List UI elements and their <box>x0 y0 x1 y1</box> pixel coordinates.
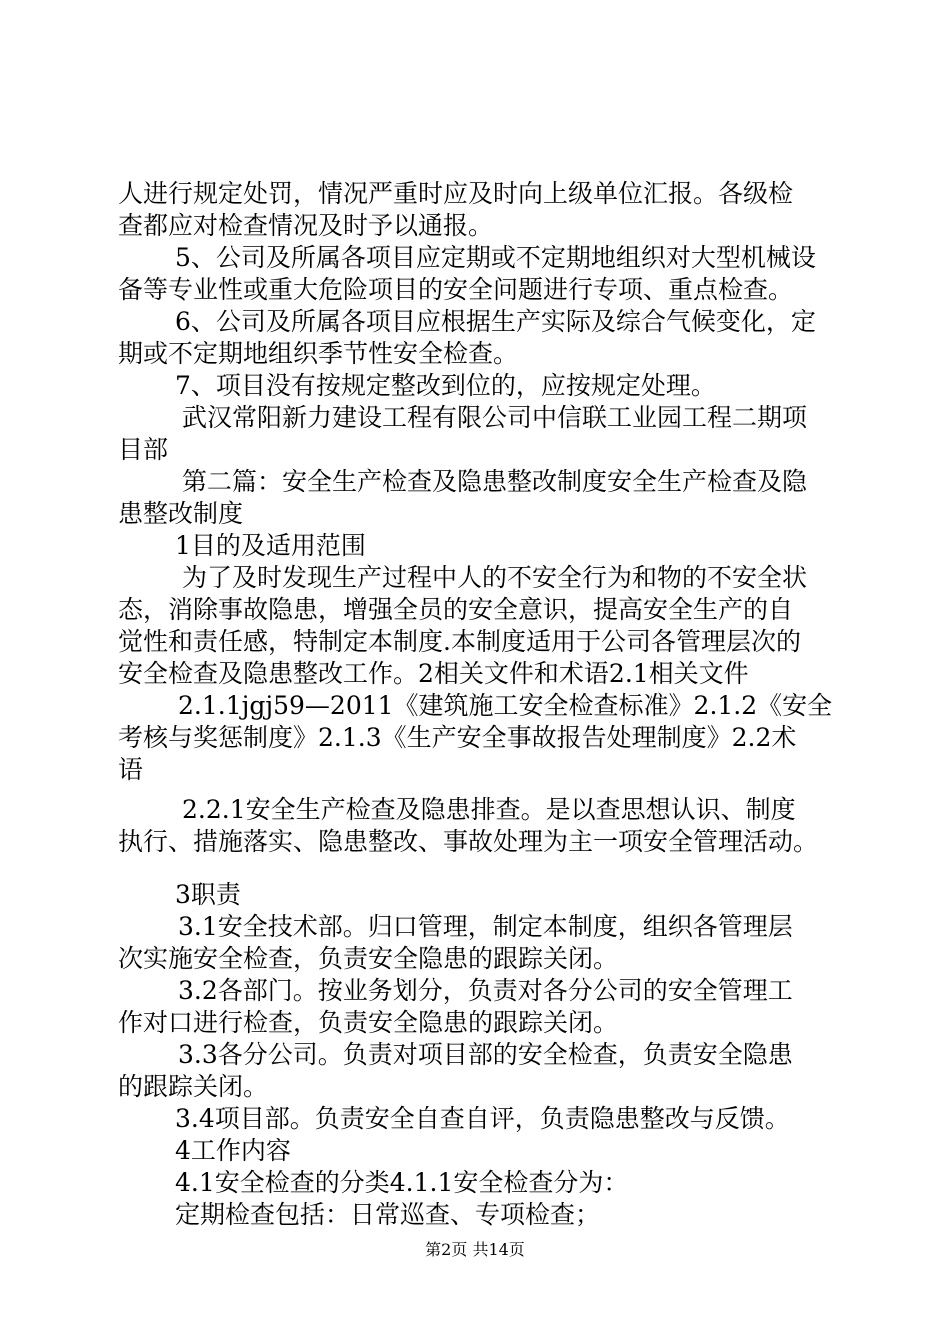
text-line: 的跟踪关闭。 <box>118 1072 269 1101</box>
text-line: 3.2各部门。按业务划分，负责对各分公司的安全管理工 <box>178 976 793 1005</box>
text-line: 查都应对检查情况及时予以通报。 <box>118 211 494 240</box>
subsection-heading: 4工作内容 <box>175 1136 291 1165</box>
text-line: 2.1.1jgj59—2011《建筑施工安全检查标准》2.1.2《安全 <box>178 691 833 720</box>
section-heading: 患整改制度 <box>118 499 244 528</box>
text-line: 3.3各分公司。负责对项目部的安全检查，负责安全隐患 <box>178 1040 793 1069</box>
section-heading: 第二篇：安全生产检查及隐患整改制度安全生产检查及隐 <box>182 467 808 496</box>
subsection-heading: 3职责 <box>175 880 241 909</box>
text-line: 考核与奖惩制度》2.1.3《生产安全事故报告处理制度》2.2术 <box>118 723 797 752</box>
text-line: 4.1安全检查的分类4.1.1安全检查分为： <box>175 1168 629 1197</box>
text-line: 5、公司及所属各项目应定期或不定期地组织对大型机械设 <box>175 243 816 272</box>
text-line: 3.4项目部。负责安全自查自评，负责隐患整改与反馈。 <box>175 1104 790 1133</box>
page-number-footer: 第2页 共14页 <box>425 1240 525 1259</box>
text-line: 3.1安全技术部。归口管理，制定本制度，组织各管理层 <box>178 912 793 941</box>
text-line: 安全检查及隐患整改工作。2相关文件和术语2.1相关文件 <box>118 659 749 688</box>
text-line: 次实施安全检查，负责安全隐患的跟踪关闭。 <box>118 944 619 973</box>
text-line: 期或不定期地组织季节性安全检查。 <box>118 339 519 368</box>
subsection-heading: 1目的及适用范围 <box>175 531 366 560</box>
text-line: 武汉常阳新力建设工程有限公司中信联工业园工程二期项 <box>182 403 808 432</box>
text-line: 人进行规定处罚，情况严重时应及时向上级单位汇报。各级检 <box>118 179 794 208</box>
text-line: 2.2.1安全生产检查及隐患排查。是以查思想认识、制度 <box>182 795 796 824</box>
text-line: 备等专业性或重大危险项目的安全问题进行专项、重点检查。 <box>118 275 794 304</box>
text-line: 7、项目没有按规定整改到位的，应按规定处理。 <box>175 371 716 400</box>
text-line: 目部 <box>118 435 169 464</box>
text-line: 态，消除事故隐患，增强全员的安全意识，提高安全生产的自 <box>118 595 794 624</box>
text-line: 为了及时发现生产过程中人的不安全行为和物的不安全状 <box>182 563 808 592</box>
text-line: 执行、措施落实、隐患整改、事故处理为主一项安全管理活动。 <box>118 827 819 856</box>
text-line: 觉性和责任感，特制定本制度.本制度适用于公司各管理层次的 <box>118 627 801 656</box>
text-line: 语 <box>118 755 144 784</box>
text-line: 6、公司及所属各项目应根据生产实际及综合气候变化，定 <box>175 307 816 336</box>
text-line: 作对口进行检查，负责安全隐患的跟踪关闭。 <box>118 1008 619 1037</box>
text-line: 定期检查包括：日常巡查、专项检查； <box>175 1200 601 1229</box>
